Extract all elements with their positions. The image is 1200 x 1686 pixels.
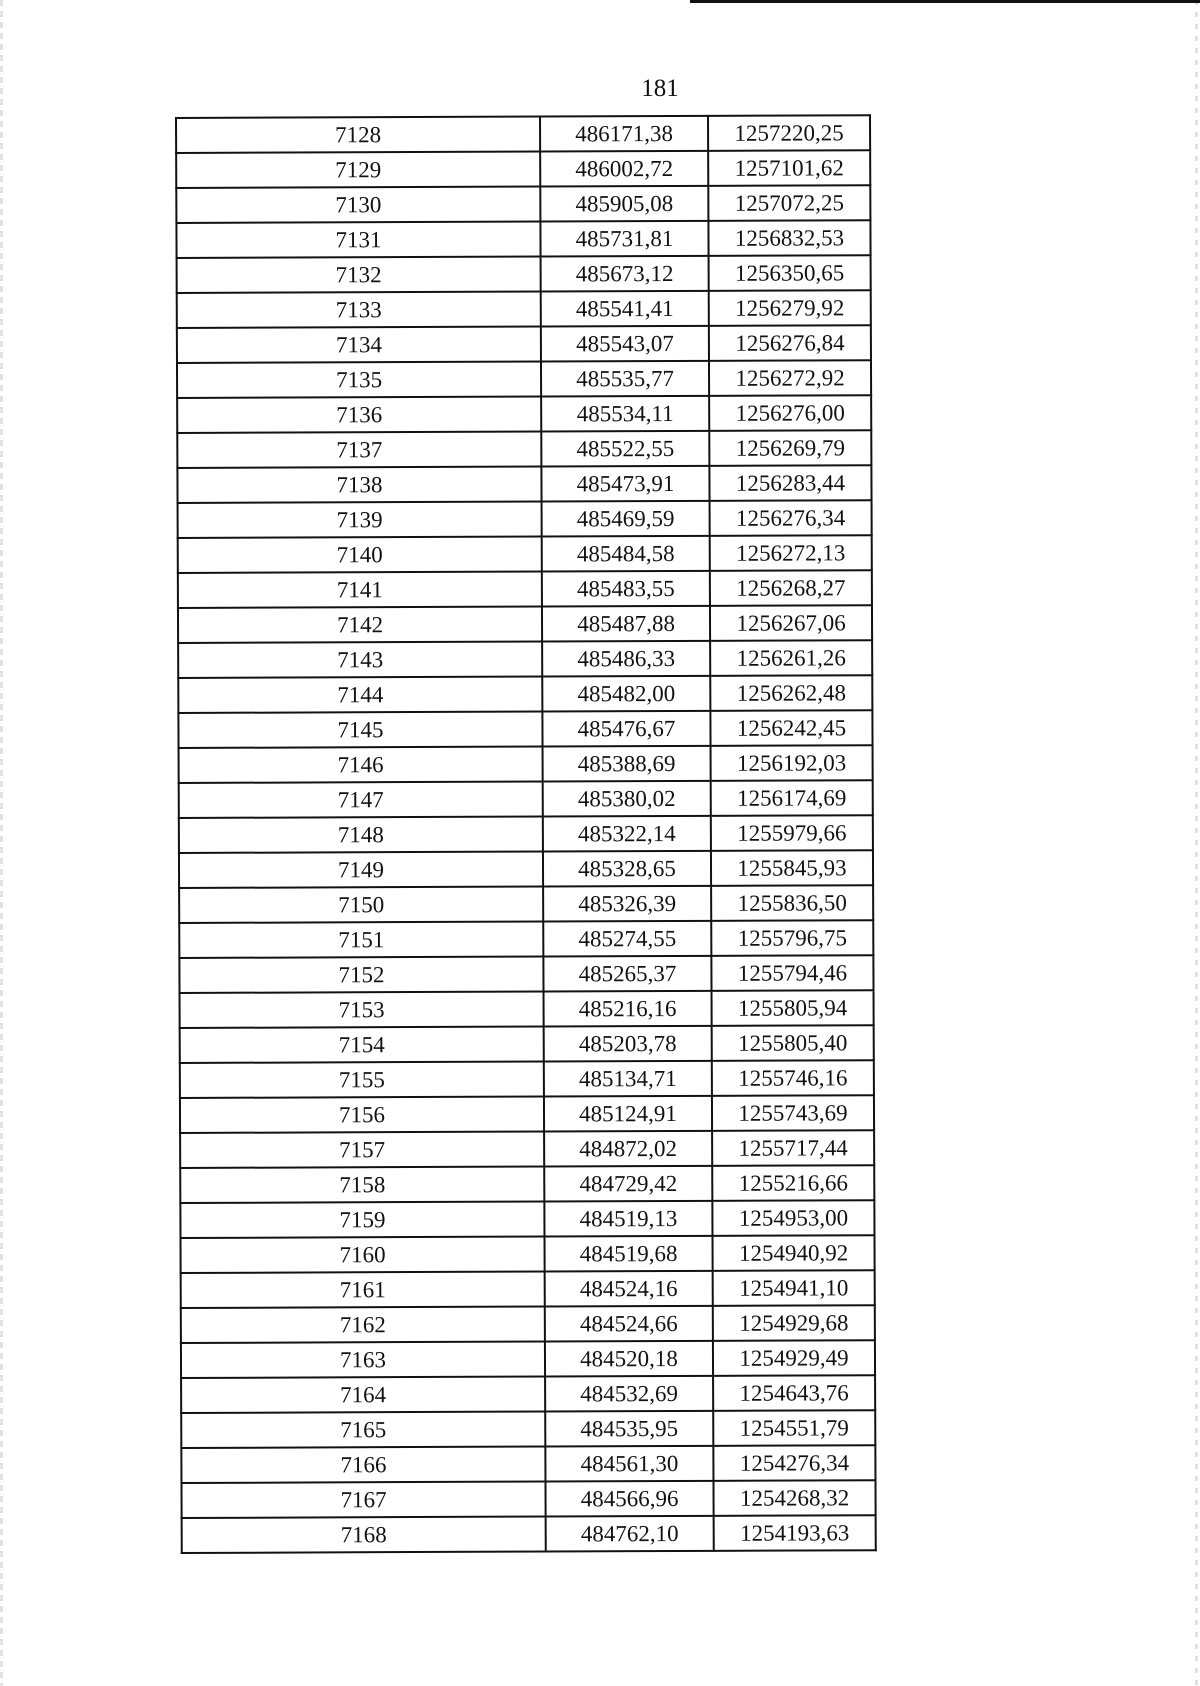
scan-edge-right [1195,0,1198,1686]
point-number-cell: 7167 [181,1482,545,1518]
table-row [177,255,871,293]
y-coordinate-cell: 1254193,63 [714,1515,876,1551]
point-number-cell: 7128 [176,117,540,153]
x-coordinate-cell: 485487,88 [542,606,710,642]
x-coordinate-cell: 484524,66 [545,1306,713,1342]
point-number-cell: 7131 [176,222,540,258]
x-coordinate-cell: 485134,71 [544,1061,712,1097]
y-coordinate-cell: 1255796,75 [711,920,873,956]
y-coordinate-cell: 1256268,27 [710,570,872,606]
y-coordinate-cell: 1254941,10 [713,1270,875,1306]
y-coordinate-cell: 1255845,93 [711,850,873,886]
y-coordinate-cell: 1256269,79 [709,430,871,466]
x-coordinate-cell: 485469,59 [542,501,710,537]
x-coordinate-cell: 484520,18 [545,1341,713,1377]
x-coordinate-cell: 485326,39 [543,886,711,922]
table-row [178,710,872,748]
y-coordinate-cell: 1254929,49 [713,1340,875,1376]
table-row [178,500,872,538]
y-coordinate-cell: 1255794,46 [711,955,873,991]
point-number-cell: 7160 [180,1237,544,1273]
x-coordinate-cell: 485203,78 [544,1026,712,1062]
x-coordinate-cell: 485543,07 [541,326,709,362]
table-row [180,1130,874,1168]
table-row [177,395,871,433]
table-row [177,325,871,363]
point-number-cell: 7153 [180,992,544,1028]
point-number-cell: 7157 [180,1132,544,1168]
x-coordinate-cell: 485473,91 [541,466,709,502]
point-number-cell: 7158 [180,1167,544,1203]
x-coordinate-cell: 484535,95 [545,1411,713,1447]
point-number-cell: 7152 [179,957,543,993]
table-row [180,1165,874,1203]
table-row [179,815,873,853]
point-number-cell: 7138 [177,467,541,503]
coordinates-table [175,114,877,1554]
table-row [178,640,872,678]
y-coordinate-cell: 1256283,44 [709,465,871,501]
x-coordinate-cell: 485476,67 [542,711,710,747]
y-coordinate-cell: 1256242,45 [710,710,872,746]
table-row [181,1375,875,1413]
y-coordinate-cell: 1254276,34 [713,1445,875,1481]
top-rule [690,0,1200,3]
y-coordinate-cell: 1255805,40 [712,1025,874,1061]
y-coordinate-cell: 1256276,34 [710,500,872,536]
x-coordinate-cell: 485731,81 [540,221,708,257]
x-coordinate-cell: 485905,08 [540,186,708,222]
table-row [181,1480,875,1518]
table-row [176,150,870,188]
table-row [177,430,871,468]
y-coordinate-cell: 1256272,92 [709,360,871,396]
table-row [176,185,870,223]
y-coordinate-cell: 1256279,92 [709,290,871,326]
point-number-cell: 7165 [181,1412,545,1448]
point-number-cell: 7133 [177,292,541,328]
point-number-cell: 7159 [180,1202,544,1238]
coordinates-table-wrapper [175,114,869,1554]
table-row [178,675,872,713]
page-number: 181 [641,75,679,102]
table-row [177,290,871,328]
table-row [180,1095,874,1133]
y-coordinate-cell: 1256272,13 [710,535,872,571]
x-coordinate-cell: 486171,38 [540,116,708,152]
x-coordinate-cell: 484532,69 [545,1376,713,1412]
y-coordinate-cell: 1255743,69 [712,1095,874,1131]
x-coordinate-cell: 485265,37 [543,956,711,992]
y-coordinate-cell: 1254268,32 [713,1480,875,1516]
table-row [178,570,872,608]
y-coordinate-cell: 1256174,69 [711,780,873,816]
y-coordinate-cell: 1254643,76 [713,1375,875,1411]
point-number-cell: 7156 [180,1097,544,1133]
y-coordinate-cell: 1255746,16 [712,1060,874,1096]
table-row [181,1445,875,1483]
x-coordinate-cell: 485216,16 [544,991,712,1027]
x-coordinate-cell: 484566,96 [545,1481,713,1517]
table-row [180,990,874,1028]
y-coordinate-cell: 1254940,92 [712,1235,874,1271]
point-number-cell: 7151 [179,922,543,958]
table-row [180,1025,874,1063]
y-coordinate-cell: 1257072,25 [708,185,870,221]
table-row [180,1200,874,1238]
y-coordinate-cell: 1255979,66 [711,815,873,851]
table-row [181,1410,875,1448]
point-number-cell: 7162 [181,1307,545,1343]
y-coordinate-cell: 1255805,94 [712,990,874,1026]
y-coordinate-cell: 1257101,62 [708,150,870,186]
x-coordinate-cell: 484762,10 [546,1516,714,1552]
point-number-cell: 7137 [177,432,541,468]
y-coordinate-cell: 1254953,00 [712,1200,874,1236]
point-number-cell: 7140 [178,537,542,573]
point-number-cell: 7155 [180,1062,544,1098]
y-coordinate-cell: 1255836,50 [711,885,873,921]
point-number-cell: 7147 [179,782,543,818]
point-number-cell: 7129 [176,152,540,188]
y-coordinate-cell: 1256350,65 [709,255,871,291]
x-coordinate-cell: 485274,55 [543,921,711,957]
x-coordinate-cell: 485534,11 [541,396,709,432]
table-row [178,605,872,643]
point-number-cell: 7154 [180,1027,544,1063]
point-number-cell: 7164 [181,1377,545,1413]
x-coordinate-cell: 485522,55 [541,431,709,467]
x-coordinate-cell: 485673,12 [541,256,709,292]
table-row [176,115,870,153]
x-coordinate-cell: 484524,16 [545,1271,713,1307]
point-number-cell: 7136 [177,397,541,433]
x-coordinate-cell: 484729,42 [544,1166,712,1202]
table-row [179,780,873,818]
point-number-cell: 7166 [181,1447,545,1483]
x-coordinate-cell: 484519,68 [544,1236,712,1272]
table-row [179,745,873,783]
x-coordinate-cell: 485388,69 [543,746,711,782]
point-number-cell: 7150 [179,887,543,923]
scan-edge-left [0,0,3,1686]
y-coordinate-cell: 1254551,79 [713,1410,875,1446]
x-coordinate-cell: 485483,55 [542,571,710,607]
table-row [177,360,871,398]
x-coordinate-cell: 485484,58 [542,536,710,572]
table-row [179,955,873,993]
x-coordinate-cell: 485322,14 [543,816,711,852]
x-coordinate-cell: 484519,13 [544,1201,712,1237]
y-coordinate-cell: 1257220,25 [708,115,870,151]
point-number-cell: 7146 [179,747,543,783]
point-number-cell: 7168 [182,1517,546,1553]
y-coordinate-cell: 1256261,26 [710,640,872,676]
y-coordinate-cell: 1256832,53 [708,220,870,256]
point-number-cell: 7161 [181,1272,545,1308]
point-number-cell: 7163 [181,1342,545,1378]
table-row [180,1235,874,1273]
point-number-cell: 7148 [179,817,543,853]
y-coordinate-cell: 1255216,66 [712,1165,874,1201]
y-coordinate-cell: 1255717,44 [712,1130,874,1166]
point-number-cell: 7141 [178,572,542,608]
point-number-cell: 7144 [178,677,542,713]
table-row [178,535,872,573]
coordinates-table-body [176,115,876,1553]
table-row [176,220,870,258]
table-row [179,920,873,958]
table-row [179,885,873,923]
table-row [182,1515,876,1553]
point-number-cell: 7130 [176,187,540,223]
point-number-cell: 7132 [177,257,541,293]
x-coordinate-cell: 484872,02 [544,1131,712,1167]
y-coordinate-cell: 1256276,00 [709,395,871,431]
table-row [177,465,871,503]
point-number-cell: 7135 [177,362,541,398]
x-coordinate-cell: 485486,33 [542,641,710,677]
y-coordinate-cell: 1256192,03 [711,745,873,781]
x-coordinate-cell: 485541,41 [541,291,709,327]
x-coordinate-cell: 485328,65 [543,851,711,887]
point-number-cell: 7143 [178,642,542,678]
x-coordinate-cell: 485535,77 [541,361,709,397]
table-row [181,1270,875,1308]
table-row [179,850,873,888]
table-row [181,1305,875,1343]
x-coordinate-cell: 484561,30 [545,1446,713,1482]
point-number-cell: 7139 [178,502,542,538]
point-number-cell: 7142 [178,607,542,643]
y-coordinate-cell: 1256262,48 [710,675,872,711]
x-coordinate-cell: 485380,02 [543,781,711,817]
x-coordinate-cell: 486002,72 [540,151,708,187]
y-coordinate-cell: 1254929,68 [713,1305,875,1341]
x-coordinate-cell: 485124,91 [544,1096,712,1132]
y-coordinate-cell: 1256267,06 [710,605,872,641]
table-row [181,1340,875,1378]
table-row [180,1060,874,1098]
x-coordinate-cell: 485482,00 [542,676,710,712]
point-number-cell: 7149 [179,852,543,888]
point-number-cell: 7145 [178,712,542,748]
y-coordinate-cell: 1256276,84 [709,325,871,361]
point-number-cell: 7134 [177,327,541,363]
